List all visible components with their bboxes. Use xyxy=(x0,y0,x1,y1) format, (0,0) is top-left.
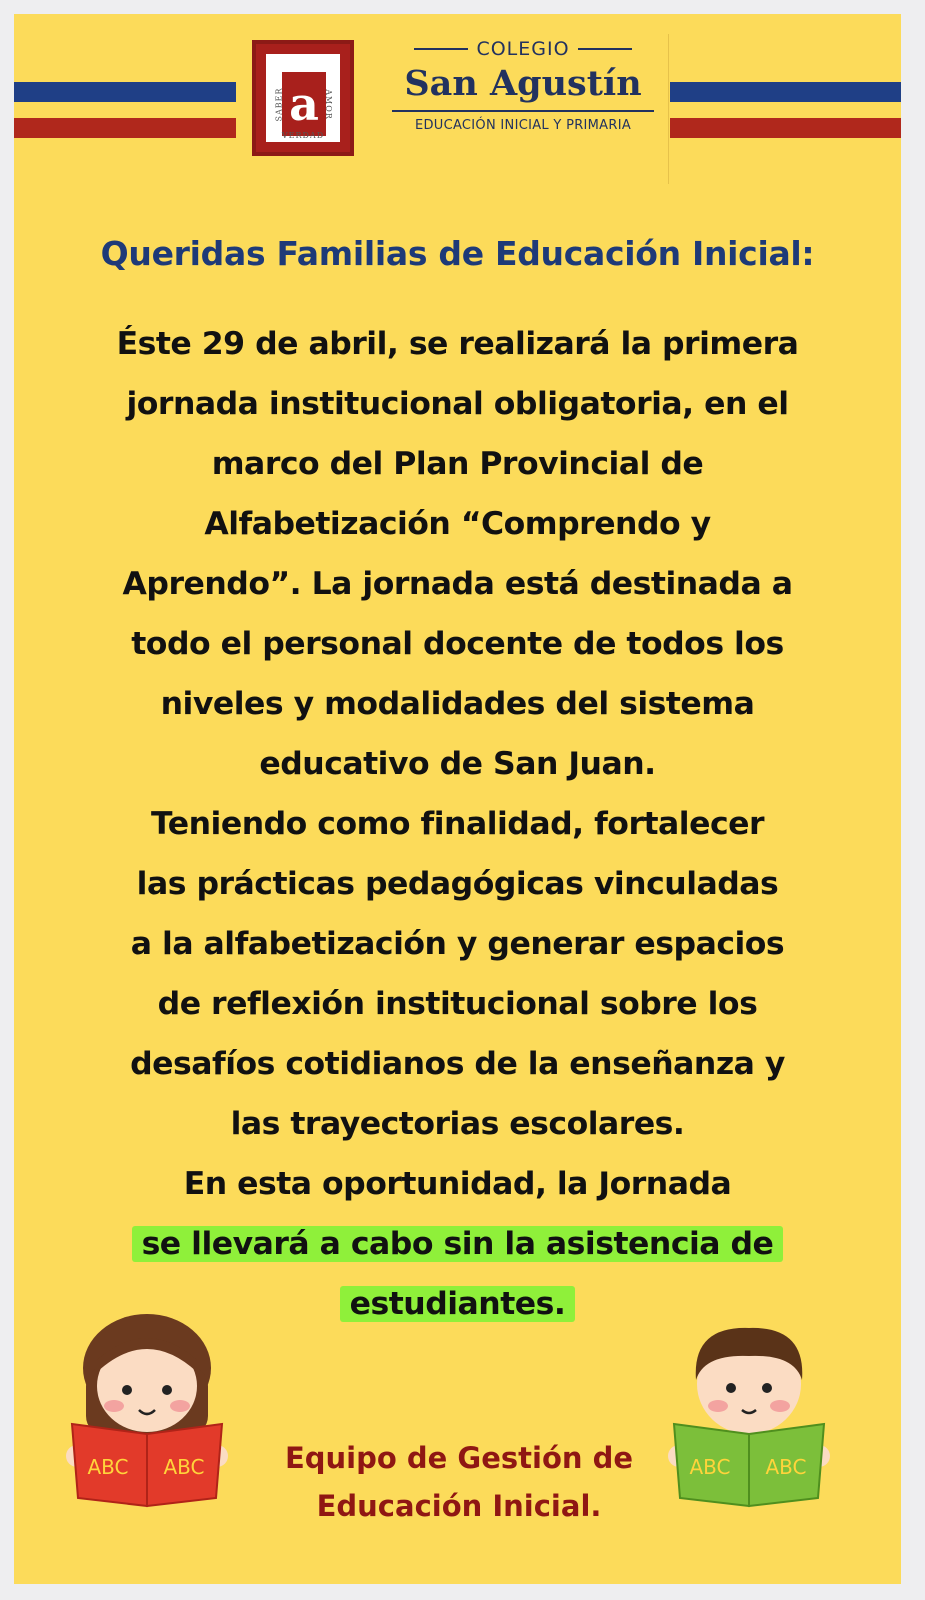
body-line: de reflexión institucional sobre los xyxy=(157,986,758,1022)
body-line: todo el personal docente de todos los xyxy=(131,626,784,662)
body-line: niveles y modalidades del sistema xyxy=(160,686,755,722)
highlighted-text: estudiantes. xyxy=(340,1286,576,1322)
body-line: En esta oportunidad, la Jornada xyxy=(183,1166,732,1202)
logo-word-left: SABER xyxy=(274,87,284,122)
header-stripe-blue-left xyxy=(14,82,236,102)
body-line: Aprendo”. La jornada está destinada a xyxy=(122,566,793,602)
header-stripe-red-left xyxy=(14,118,236,138)
book-text: ABC xyxy=(689,1455,731,1479)
signature-line-2: Educación Inicial. xyxy=(316,1489,602,1523)
body-line: marco del Plan Provincial de xyxy=(211,446,704,482)
school-brand xyxy=(386,38,660,133)
announcement-card xyxy=(14,14,901,1584)
logo-word-bottom: VERDAD xyxy=(281,131,325,140)
body-line: jornada institucional obligatoria, en el xyxy=(126,386,789,422)
body-line: Alfabetización “Comprendo y xyxy=(204,506,711,542)
body-line: Éste 29 de abril, se realizará la primera xyxy=(116,326,799,362)
page-title: Queridas Familias de Educación Inicial: xyxy=(100,234,815,273)
body-line: educativo de San Juan. xyxy=(259,746,656,782)
body-line: Teniendo como finalidad, fortalecer xyxy=(150,806,765,842)
brand-subtitle: EDUCACIÓN INICIAL Y PRIMARIA xyxy=(414,118,632,133)
body-line: las trayectorias escolares. xyxy=(230,1106,685,1142)
brand-top-text: COLEGIO xyxy=(476,38,570,60)
header-stripe-blue-right xyxy=(670,82,901,102)
highlighted-text: se llevará a cabo sin la asistencia de xyxy=(132,1226,784,1262)
logo-word-right: AMOR xyxy=(324,89,334,120)
signature xyxy=(264,1434,654,1530)
body-line: desafíos cotidianos de la enseñanza y xyxy=(130,1046,785,1082)
book-text: ABC xyxy=(163,1455,205,1479)
girl-reading-illustration xyxy=(52,1306,242,1516)
logo-letter: a xyxy=(282,72,326,136)
body-line: a la alfabetización y generar espacios xyxy=(130,926,785,962)
book-text: ABC xyxy=(765,1455,807,1479)
announcement-body xyxy=(54,314,861,1334)
brand-name: San Agustín xyxy=(404,63,642,104)
header-stripe-red-right xyxy=(670,118,901,138)
body-line: las prácticas pedagógicas vinculadas xyxy=(136,866,779,902)
brand-divider xyxy=(668,34,669,184)
boy-reading-illustration xyxy=(654,1306,844,1516)
school-logo xyxy=(252,40,354,156)
signature-line-1: Equipo de Gestión de xyxy=(284,1441,634,1475)
book-text: ABC xyxy=(87,1455,129,1479)
